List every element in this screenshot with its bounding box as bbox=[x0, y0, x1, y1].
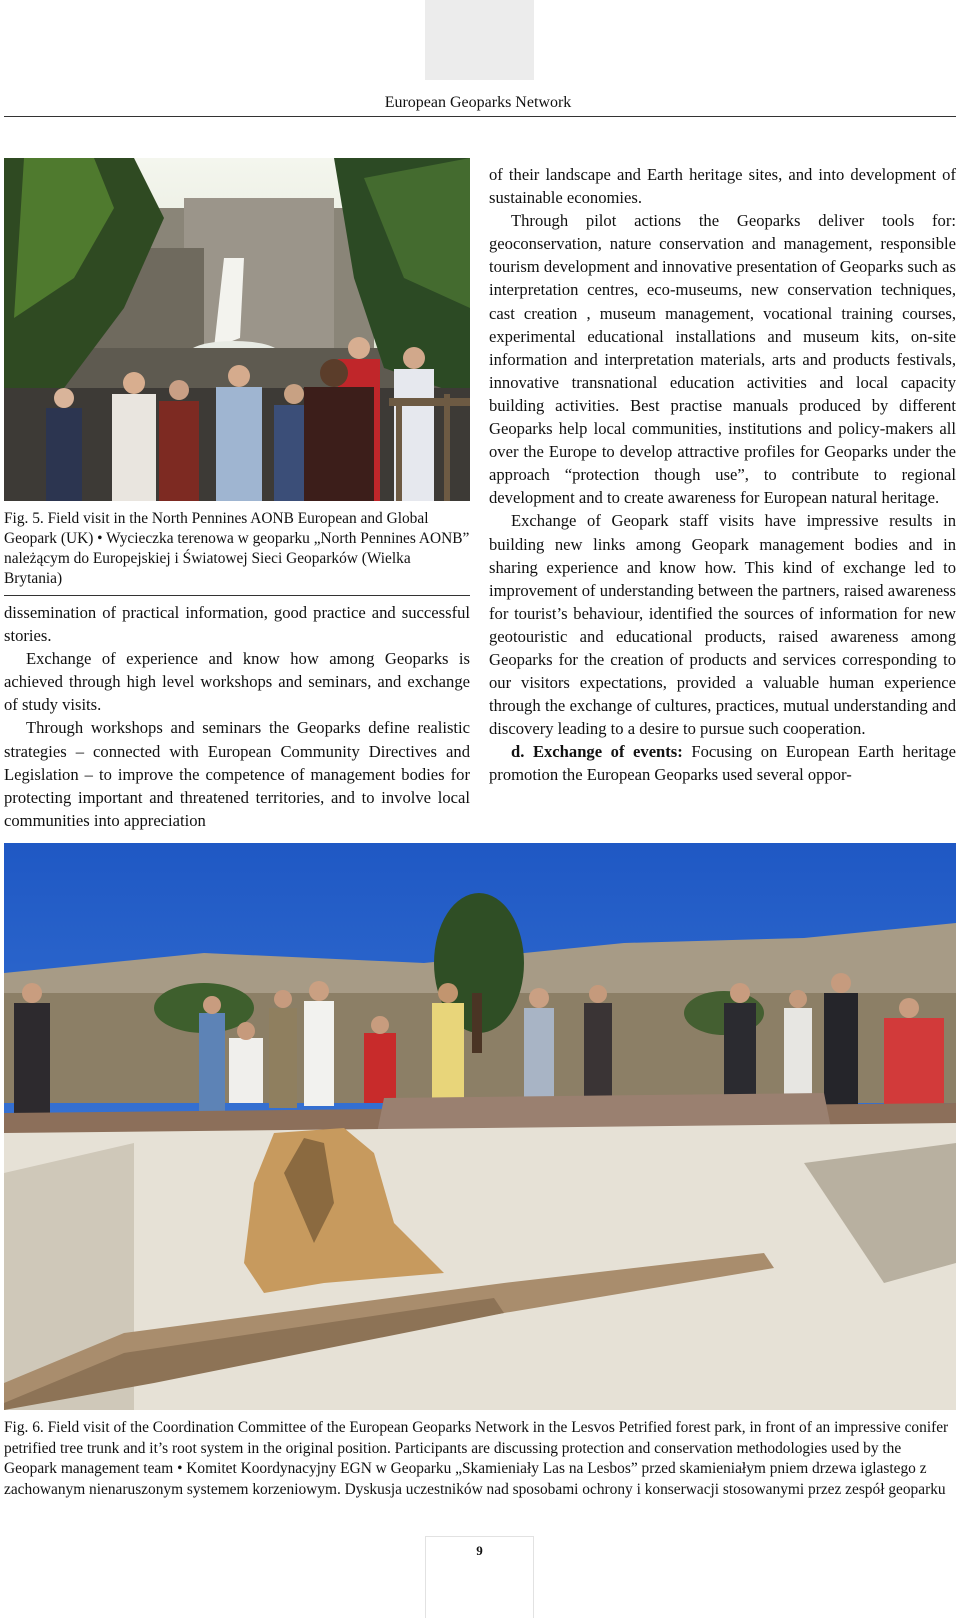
paragraph: dissemination of practical information, good practice and successful stories. bbox=[4, 603, 470, 646]
paragraph-text: Focusing on European Earth heritage promotion the European Geoparks used several oppor- bbox=[489, 742, 956, 785]
paragraph: of their landscape and Earth heritage sites, and into development of sustainable economies. bbox=[489, 165, 956, 208]
paragraph: Through pilot actions the Geoparks deliver tools for: geoconservation, nature conservation and management, responsible tourism development and innovative presentation of Geoparks such as interpretation centres, eco-museums, new conservation techniques, cast creation , museum management, vocational training courses, experimental educational installations and museum kits, on-site information and interpretation materials, arts and products festivals, innovative transnational education activities and local capacity building activities. Best practise manuals produced by different Geoparks help local communities, institutions and policy-makers all over the Europe to develop attractive profiles for Geoparks under the approach “protection though use”, to contribute to regional development and to create awareness for European natural heritage. bbox=[489, 211, 956, 508]
right-text-column bbox=[489, 163, 956, 787]
page-number: 9 bbox=[476, 1543, 483, 1558]
paragraph: Exchange of experience and know how among Geoparks is achieved through high level workshops and seminars, and exchange of study visits. bbox=[4, 649, 470, 715]
left-text-column bbox=[4, 601, 470, 832]
figure-6-photo bbox=[4, 843, 956, 1410]
paragraph: Exchange of Geopark staff visits have impressive results in building new links among Geopark management bodies and in sharing experience and know how. This kind of exchange led to improvement of understanding between the partners, raised awareness for tourist’s behaviour, identified the sources of information for new geotouristic and educational products, raised awareness among Geoparks for the creation of products and services corresponding to our visitors expectations, provided a valuable human experience through the exchange of cultures, practices, mutual understanding and discovery leading to a desire to pursue such cooperation. bbox=[489, 511, 956, 739]
header-rule bbox=[4, 116, 956, 117]
page-top-tab bbox=[425, 0, 534, 80]
paragraph bbox=[489, 740, 956, 786]
figure-5-caption: Fig. 5. Field visit in the North Pennines AONB European and Global Geopark (UK) • Wycieczka terenowa w geoparku „North Pennines AONB” należącym do Europejskiej i Światowej Sieci Geoparków (Wielka Brytania) bbox=[4, 510, 470, 587]
caption-rule bbox=[4, 595, 470, 596]
paragraph: Through workshops and seminars the Geoparks define realistic strategies – connected with European Community Directives and Legislation – to improve the competence of management bodies for protecting important and threatened territories, and to involve local communities into appreciation bbox=[4, 718, 470, 830]
figure-5-photo bbox=[4, 158, 470, 501]
section-heading: d. Exchange of events: bbox=[511, 742, 683, 762]
running-header: European Geoparks Network bbox=[384, 94, 572, 111]
figure-6-caption: Fig. 6. Field visit of the Coordination Committee of the European Geoparks Network in the Lesvos Petrified forest park, in front of an impressive conifer petrified tree trunk and it’s root system in the original position. Participants are discussing protection and conservation methodologies used by the Geopark management team • Komitet Koordynacyjny EGN w Geoparku „Skamieniały Las na Lesbos” przed skamieniałym pniem drzewa iglastego z zachowanym nienaruszonym systemem korzeniowym. Dyskusja uczestników nad sposobami ochrony i konserwacji stosowanymi przez zespół geoparku bbox=[4, 1419, 949, 1498]
